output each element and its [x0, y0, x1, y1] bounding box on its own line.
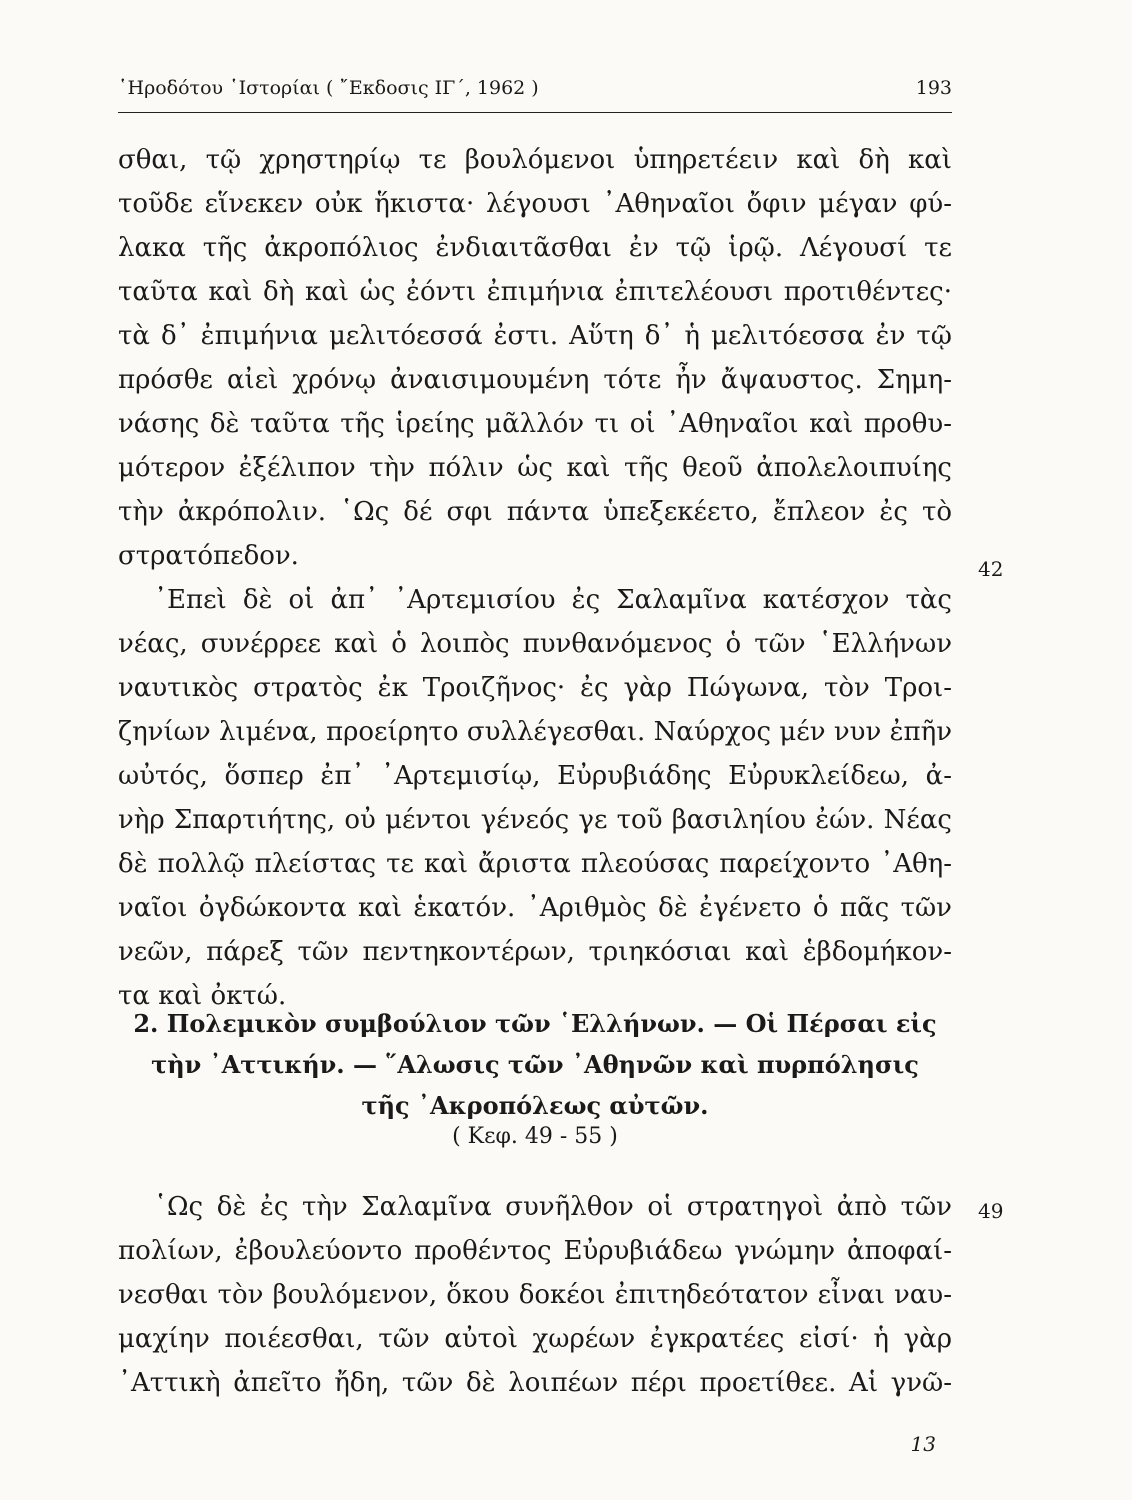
section-heading-line: τὴν ᾿Αττικήν. — ῞Αλωσις τῶν ᾿Αθηνῶν καὶ πυρπόλησις: [151, 1050, 919, 1079]
text-line: μαχίην ποιέεσθαι, τῶν αὐτοὶ χωρέων ἐγκρατέες εἰσί· ἡ γὰρ: [118, 1324, 952, 1354]
text-line: στρατόπεδον.: [118, 541, 299, 571]
text-line: νὴρ Σπαρτιήτης, οὐ μέντοι γένεός γε τοῦ βασιληίου ἐών. Νέας: [118, 805, 952, 835]
text-line: δὲ πολλῷ πλείστας τε καὶ ἄριστα πλεούσας παρείχοντο ᾿Αθη-: [118, 849, 952, 879]
chapter-reference: ( Κεφ. 49 - 55 ): [452, 1124, 618, 1149]
text-line: ᾿Αττικὴ ἀπεῖτο ἤδη, τῶν δὲ λοιπέων πέρι προετίθεε. Αἱ γνῶ-: [118, 1368, 952, 1398]
section-heading-line: 2. Πολεμικὸν συμβούλιον τῶν ῾Ελλήνων. — Οἱ Πέρσαι εἰς: [133, 1009, 937, 1038]
section-heading-line: τῆς ᾿Ακροπόλεως αὐτῶν.: [361, 1091, 709, 1120]
margin-chapter-number: 42: [978, 557, 1004, 581]
text-line: ταῦτα καὶ δὴ καὶ ὡς ἐόντι ἐπιμήνια ἐπιτελέουσι προτιθέντες·: [118, 277, 952, 307]
text-line: τοῦδε εἵνεκεν οὐκ ἥκιστα· λέγουσι ᾿Αθηναῖοι ὄφιν μέγαν φύ-: [118, 189, 952, 219]
section-heading: [118, 1003, 952, 1126]
text-line: ᾿Επεὶ δὲ οἱ ἀπ᾿ ᾿Αρτεμισίου ἐς Σαλαμῖνα κατέσχον τὰς: [154, 585, 952, 615]
text-line: πρόσθε αἰεὶ χρόνῳ ἀναισιμουμένη τότε ἦν ἄψαυστος. Σημη-: [118, 365, 952, 395]
running-head-title: ῾Ηροδότου ῾Ιστορίαι ( ῎Εκδοσις ΙΓ΄, 1962 ): [118, 77, 539, 99]
text-line: πολίων, ἐβουλεύοντο προθέντος Εὐρυβιάδεω γνώμην ἀποφαί-: [118, 1236, 952, 1266]
running-head: [118, 77, 952, 107]
text-line: μότερον ἐξέλιπον τὴν πόλιν ὡς καὶ τῆς θεοῦ ἀπολελοιπυίης: [118, 453, 952, 483]
text-line: ζηνίων λιμένα, προείρητο συλλέγεσθαι. Ναύρχος μέν νυν ἐπῆν: [118, 717, 952, 747]
text-line: ναῖοι ὀγδώκοντα καὶ ἑκατόν. ᾿Αριθμὸς δὲ ἐγένετο ὁ πᾶς τῶν: [118, 893, 952, 923]
text-line: νεῶν, πάρεξ τῶν πεντηκοντέρων, τριηκόσιαι καὶ ἑβδομήκον-: [118, 937, 952, 967]
text-line: ωὐτός, ὅσπερ ἐπ᾿ ᾿Αρτεμισίῳ, Εὐρυβιάδης Εὐρυκλείδεω, ἀ-: [118, 761, 952, 791]
text-line: σθαι, τῷ χρηστηρίῳ τε βουλόμενοι ὑπηρετέειν καὶ δὴ καὶ: [118, 145, 952, 175]
text-line: τὰ δ᾿ ἐπιμήνια μελιτόεσσά ἐστι. Αὕτη δ᾿ ἡ μελιτόεσσα ἐν τῷ: [118, 321, 952, 351]
text-line: νέας, συνέρρεε καὶ ὁ λοιπὸς πυνθανόμενος ὁ τῶν ῾Ελλήνων: [118, 629, 952, 659]
text-line: τὴν ἀκρόπολιν. ῾Ως δέ σφι πάντα ὑπεξεκέετο, ἔπλεον ἐς τὸ: [118, 497, 952, 527]
text-line: ναυτικὸς στρατὸς ἐκ Τροιζῆνος· ἐς γὰρ Πώγωνα, τὸν Τροι-: [118, 673, 952, 703]
second-text-block: [118, 1185, 952, 1405]
text-line: νάσης δὲ ταῦτα τῆς ἱρείης μᾶλλόν τι οἱ ᾿Αθηναῖοι καὶ προθυ-: [118, 409, 952, 439]
signature-mark: 13: [910, 1432, 936, 1456]
header-rule: [118, 112, 952, 113]
text-line: νεσθαι τὸν βουλόμενον, ὅκου δοκέοι ἐπιτηδεότατον εἶναι ναυ-: [118, 1280, 952, 1310]
main-text-block: [118, 138, 952, 1018]
margin-chapter-number: 49: [978, 1199, 1004, 1223]
text-line: τα καὶ ὀκτώ.: [118, 981, 287, 1011]
text-line: λακα τῆς ἀκροπόλιος ἐνδιαιτᾶσθαι ἐν τῷ ἱρῷ. Λέγουσί τε: [118, 233, 952, 263]
text-line: ῾Ως δὲ ἐς τὴν Σαλαμῖνα συνῆλθον οἱ στρατηγοὶ ἀπὸ τῶν: [154, 1192, 952, 1222]
page-number: 193: [915, 77, 952, 99]
